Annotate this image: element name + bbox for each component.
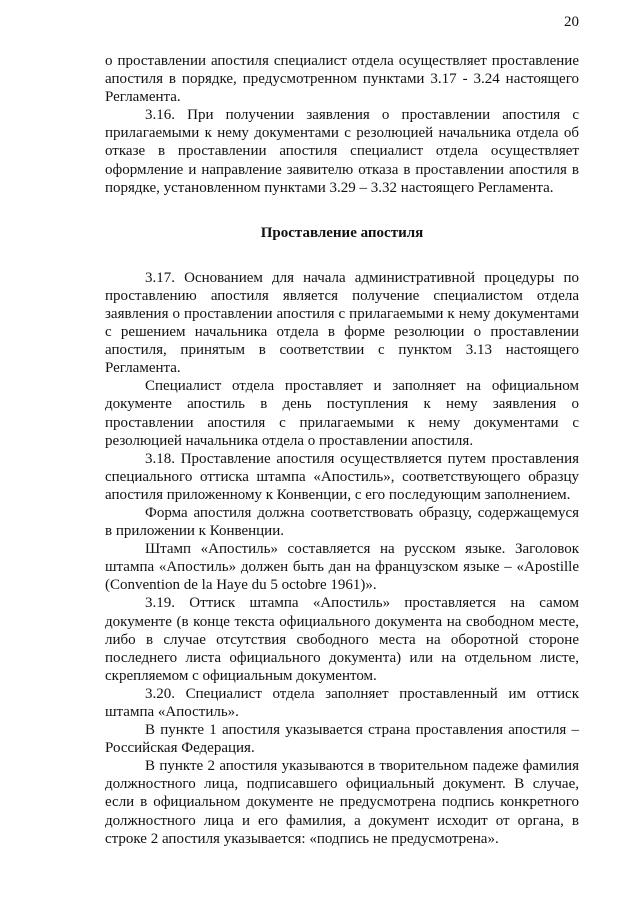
paragraph-3-17: 3.17. Основанием для начала административной процедуры по проставлению апостиля является получение специалистом отдела заявления о проставлении апостиля с прилагаемыми к нему документами с решением начальника отдела в форме резолюции о проставлении апостиля, принятым в соответствии с пунктом 3.13 настоящего Регламента. xyxy=(105,269,579,377)
paragraph-stamp-language: Штамп «Апостиль» составляется на русском языке. Заголовок штампа «Апостиль» должен быть дан на французском языке – «Apostille (Convention de la Haye du 5 octobre 1961)». xyxy=(105,541,579,594)
paragraph-3-20: 3.20. Специалист отдела заполняет проставленный им оттиск штампа «Апостиль». xyxy=(105,685,579,720)
paragraph-3-19: 3.19. Оттиск штампа «Апостиль» проставляется на самом документе (в конце текста официального документа на свободном месте, либо в случае отсутствия свободного места на оборотной стороне последнего листа официального документа) или на отдельном листе, скрепляемом с официальным документом. xyxy=(105,595,579,684)
paragraph-3-18: 3.18. Проставление апостиля осуществляется путем проставления специального оттиска штампа «Апостиль», соответствующего образцу апостиля приложенному к Конвенции, с его последующим заполнением. xyxy=(105,450,579,503)
paragraph-3-16: 3.16. При получении заявления о проставлении апостиля с прилагаемыми к нему документами с резолюцией начальника отдела об отказе в проставлении апостиля специалист отдела осуществляет оформление и направление заявителю отказа в проставлении апостиля в порядке, установленном пунктами 3.29 – 3.32 настоящего Регламента. xyxy=(105,107,579,196)
paragraph-item-1: В пункте 1 апостиля указывается страна проставления апостиля – Российская Федерация. xyxy=(105,722,579,757)
paragraph-apostille-form: Форма апостиля должна соответствовать образцу, содержащемуся в приложении к Конвенции. xyxy=(105,504,579,540)
page-number: 20 xyxy=(564,14,579,30)
section-title: Проставление апостиля xyxy=(260,224,424,241)
paragraph-item-2: В пункте 2 апостиля указываются в творительном падеже фамилия должностного лица, подписавшего официальный документ. В случае, если в официальном документе не предусмотрена подпись конкретного должностного лица и его фамилия, а документ исходит от органа, в строке 2 апостиля указывается: «подпись не предусмотрена». xyxy=(105,758,579,847)
paragraph-continuation: о проставлении апостиля специалист отдела осуществляет проставление апостиля в порядке, предусмотренном пунктами 3.17 - 3.24 настоящего Регламента. xyxy=(105,53,579,106)
document-body xyxy=(105,52,579,848)
paragraph-specialist-affixes: Специалист отдела проставляет и заполняет на официальном документе апостиль в день поступления к нему заявления о проставлении апостиля с прилагаемыми к нему документами с резолюцией начальника отдела о проставлении апостиля. xyxy=(105,378,579,449)
